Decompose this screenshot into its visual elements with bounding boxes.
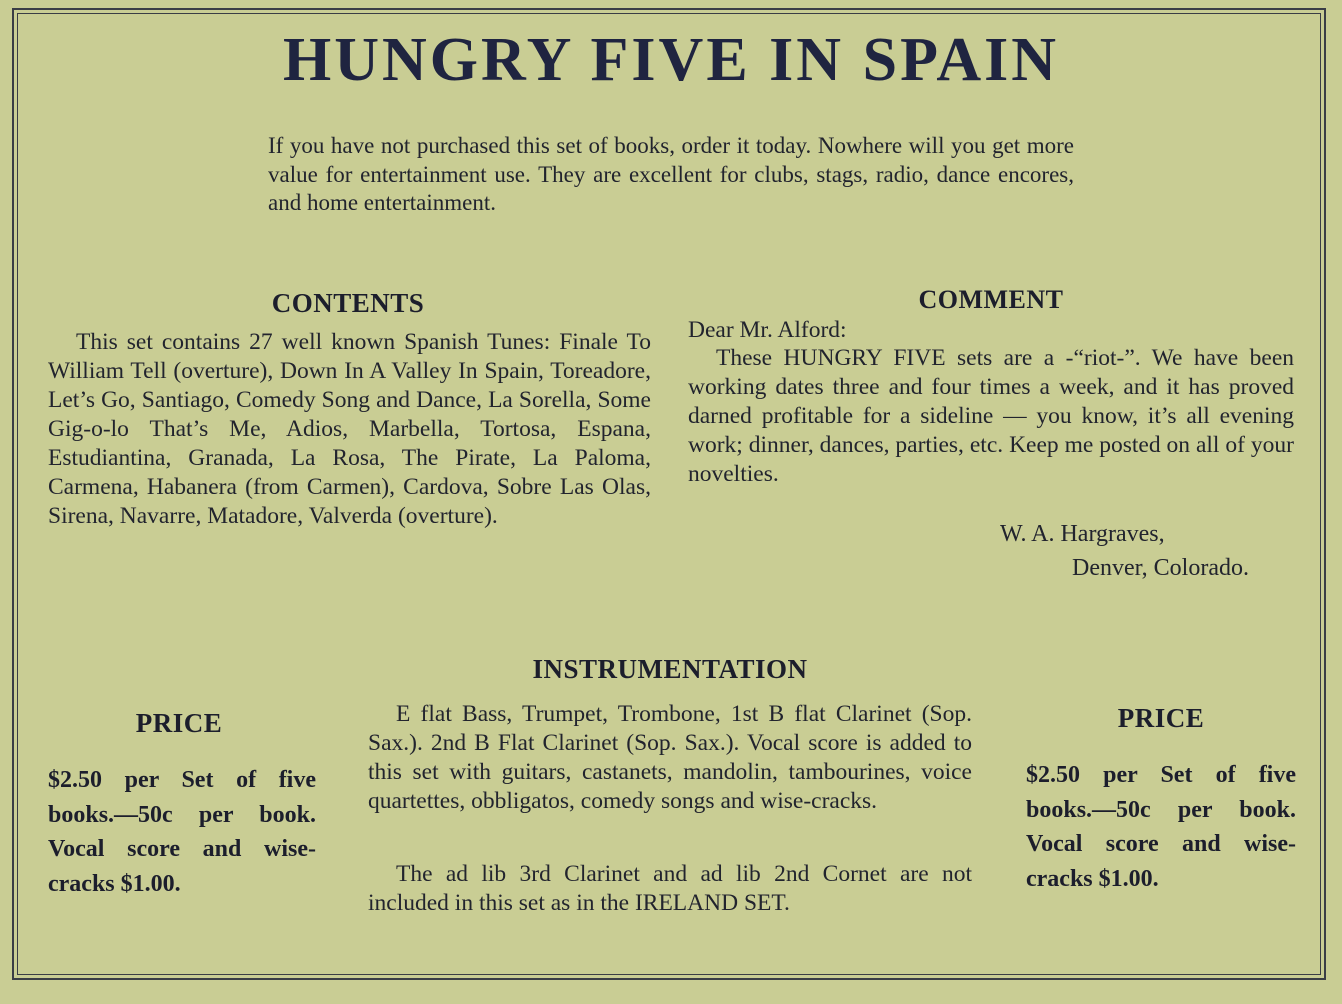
signature-name: W. A. Hargraves, xyxy=(1000,521,1165,547)
signature-place: Denver, Colorado. xyxy=(1072,555,1249,581)
comment-salutation: Dear Mr. Alford: xyxy=(688,317,847,343)
instrumentation-heading: INSTRUMENTATION xyxy=(532,654,808,684)
contents-heading: CONTENTS xyxy=(271,288,425,318)
price-heading-left: PRICE xyxy=(135,708,223,738)
comment-body: These HUNGRY FIVE sets are a -“riot-”. We have been working dates three and four times a week, and it has proved darned profitable for a sideline — you know, it’s all evening work; dinner, dances, parties, etc. Keep me posted on all of your novelties. xyxy=(688,345,1294,487)
page-title: HUNGRY FIVE IN SPAIN xyxy=(282,26,1060,94)
price-text-left: $2.50 per Set of five books.—50c per book. Vocal score and wise-cracks $1.00. xyxy=(48,767,316,897)
instrumentation-note: The ad lib 3rd Clarinet and ad lib 2nd Cornet are not included in this set as in the IRELAND SET. xyxy=(368,861,972,916)
price-text-right: $2.50 per Set of five books.—50c per book. Vocal score and wise-cracks $1.00. xyxy=(1026,762,1296,892)
price-heading-right: PRICE xyxy=(1117,703,1205,733)
comment-heading: COMMENT xyxy=(918,285,1064,314)
contents-text: This set contains 27 well known Spanish Tunes: Finale To William Tell (overture), Down In A Valley In Spain, Toreadore, Let’s Go, Santiago, Comedy Song and Dance, La Sorella, Some Gig-o-lo That’s Me, Adios, Marbella, Tortosa, Espana, Estudiantina, Granada, La Rosa, The Pirate, La Paloma, Carmena, Habanera (from Carmen), Cardova, Sobre Las Olas, Sirena, Navarre, Matadore, Valverda (overture). xyxy=(48,329,651,529)
instrumentation-text: E flat Bass, Trumpet, Trombone, 1st B flat Clarinet (Sop. Sax.). 2nd B Flat Clarinet (Sop. Sax.). Vocal score is added to this set with guitars, castanets, mandolin, tambourines, voice quartettes, obbligatos, comedy songs and wise-cracks. xyxy=(368,701,972,814)
intro-paragraph: If you have not purchased this set of books, order it today. Nowhere will you get more value for entertainment use. They are excellent for clubs, stags, radio, dance encores, and home entertainment. xyxy=(268,133,1074,215)
